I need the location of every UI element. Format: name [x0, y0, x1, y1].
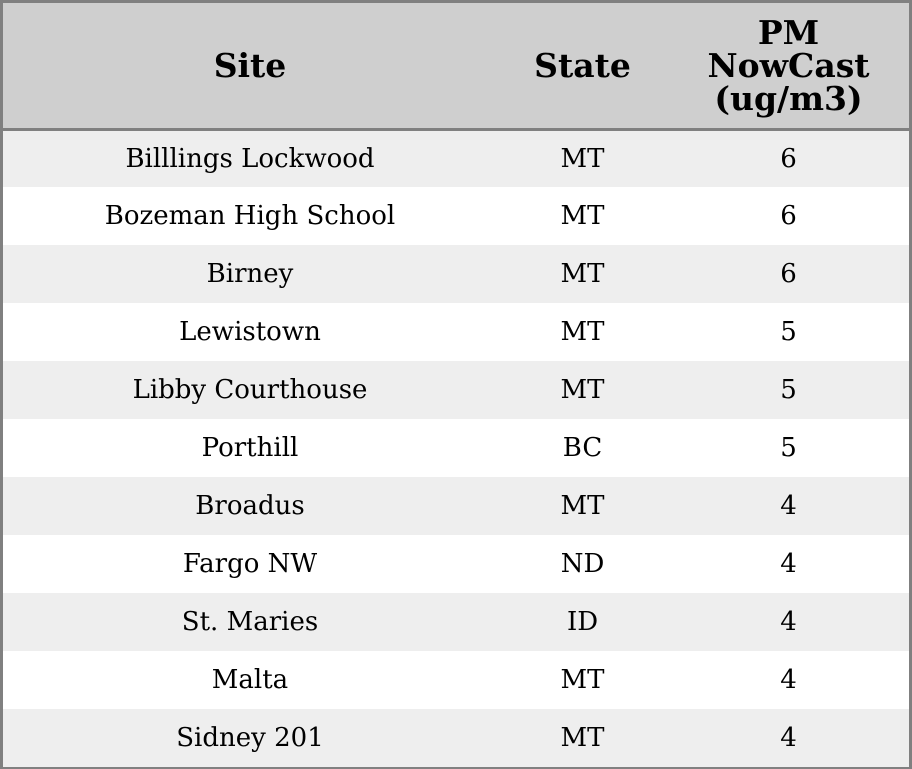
- table-header: [3, 3, 909, 129]
- state-cell: MT: [560, 143, 605, 174]
- table-row: [3, 361, 909, 419]
- table-row: [3, 535, 909, 593]
- pm-nowcast-table: [3, 3, 909, 767]
- column-header-pm-line1: PM: [757, 12, 820, 52]
- site-cell: Broadus: [195, 491, 305, 521]
- state-cell: MT: [560, 723, 605, 753]
- site-cell: Porthill: [201, 433, 299, 463]
- header-row: [3, 3, 909, 129]
- column-header-state: State: [497, 3, 668, 129]
- site-cell: Lewistown: [179, 317, 321, 347]
- state-cell: MT: [560, 375, 605, 405]
- state-cell: MT: [560, 317, 605, 347]
- pm-value-cell: 4: [780, 549, 797, 579]
- column-header-pm-nowcast: [668, 3, 909, 129]
- site-cell: St. Maries: [181, 607, 319, 637]
- pm-value-cell: 4: [780, 607, 797, 637]
- site-cell: Libby Courthouse: [132, 375, 368, 405]
- table-row: [3, 129, 909, 187]
- site-cell: Sidney 201: [176, 723, 324, 753]
- state-cell: MT: [560, 259, 605, 289]
- state-cell: BC: [562, 433, 603, 463]
- table-row: [3, 709, 909, 767]
- site-cell: Malta: [211, 665, 289, 695]
- table-row: [3, 187, 909, 245]
- column-header-site: Site: [3, 3, 497, 129]
- state-cell: ID: [566, 607, 599, 637]
- column-header-pm-line3: (ug/m3): [714, 78, 863, 118]
- site-cell: Fargo NW: [182, 549, 318, 579]
- pm-value-cell: 6: [780, 259, 797, 289]
- site-cell: Bozeman High School: [104, 201, 396, 231]
- pm-value-cell: 5: [780, 317, 797, 347]
- pm-value-cell: 5: [780, 433, 797, 463]
- table-row: [3, 593, 909, 651]
- pm-value-cell: 4: [780, 491, 797, 521]
- site-cell: Billlings Lockwood: [125, 143, 375, 174]
- table-row: [3, 477, 909, 535]
- state-cell: MT: [560, 201, 605, 231]
- table-body: [3, 129, 909, 767]
- table-row: [3, 245, 909, 303]
- column-header-pm-line2: NowCast: [707, 45, 870, 85]
- pm-value-cell: 6: [780, 201, 797, 231]
- table-row: [3, 651, 909, 709]
- pm-value-cell: 4: [780, 723, 797, 753]
- state-cell: MT: [560, 491, 605, 521]
- table-row: [3, 419, 909, 477]
- site-cell: Birney: [206, 259, 294, 289]
- state-cell: MT: [560, 665, 605, 695]
- pm-value-cell: 5: [780, 375, 797, 405]
- table-row: [3, 303, 909, 361]
- state-cell: ND: [560, 549, 605, 579]
- pm-value-cell: 6: [780, 143, 797, 174]
- pm-value-cell: 4: [780, 665, 797, 695]
